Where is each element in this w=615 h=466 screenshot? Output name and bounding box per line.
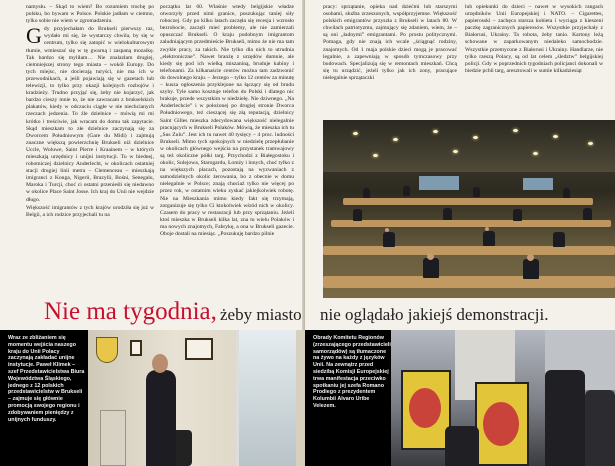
column-text: lub opiekunki do dzieci – nawet w wysokich rangach urzędników Unii Europejskiej i NATO. – Cigarettes, papierosski – zachęca starsza kobieta i wyciąga z kieszeni paczkę zagranicznych papierosów. Wszystkie przyjechały z Białorusi, Ukrainy. Ta robota, żeby tanio. Kartony leżą schowane w zaparkowanym niedaleko samochodzie. Wszystkie przemycone z Białorusi i Ukrainy. Handlarze, nie tylko rzeszą Polacy, są od lat celem „śledztw” belgijskiej policji. Gdy w poprzednich tygodniach policjanci dokonali w biedzie pchli targ, aresztowali w sumie kilkadziesiąt: [465, 4, 603, 74]
protester: [445, 426, 479, 466]
delegate: [363, 188, 370, 198]
picture-frame: [130, 340, 142, 356]
man-head: [152, 354, 168, 373]
column-text: pracy: sprzątanie, opieka nad dziećmi lub starszymi osobami, służba zrzeszonych, współprzyjemne. Większość polskich emigrantów przyszła z Brukseli w latach 80. W chwilach patriotyzmu, zajmujący się zdaniem, wiem, że – są oni „ładnymi” emigrantami. Po prostu politycznymi. Pomaga, gdy nie znają ich wcale „ściągnąć rodziny, znajomych. Od 1 maja polskie dzieci mogą je pracować legalnie, a zapewniają w sposób tymczasowy przy budowach. Specjalizują się w remontach mieszkań. Chcą się tu urządzić, jeżeli tylko jak ich zony, pracujące nielegalnie sprzątaczki: [323, 4, 457, 81]
drop-cap: G: [26, 23, 42, 49]
ceiling-light: [453, 150, 458, 153]
headline-red: Nie ma tygodnia,: [44, 298, 217, 325]
desk-row: [343, 198, 593, 205]
ceiling-light: [353, 132, 358, 135]
column-body-text: [26, 23, 154, 203]
delegate: [513, 209, 522, 221]
desk-row: [323, 276, 615, 288]
article-column-2: [160, 4, 294, 239]
delegate: [443, 208, 452, 220]
body-text: dy przyjechałam do Brukseli pierwszy raz, wydało mi się, że wystarczy chwila, by się w centrum, tylko się zatopić w wielokulturowym tłumie, wmieszać się w tę gwarną i zaspaną mozaikę. Tak bardzo się myliłam… Nie znalazłam drugiej, ciemniejszej strony tego miasta – wokół Europy. Do tych miejsc, nie docierają turyści, nie ma ich w przewodnikach, a jeśli pojawiają się w gazetach lub telewizji, to tylko przy okazji kolejnych rozbojów i kradzieży. Trudno przyjąć się, żeby nie kojarzyć, jak bardzo cieszy mnie to, że nie zawracam z brukselskich plakatów, kiedy w odczuciu ciągłe w nie niechcianych rzeczach jedzenia. To źle dzielnice – mówią mi mi krótko i treściwie, jak wracam do domu tak zapytacie. Skąd mieszkam to złe dzielnice zaczynają się za Dworcem Południowym (Gare du Midi) i zajmują znaczne większą powierzchnię Brukseli niż dzielnice Uccle, Woluwe, Saint Pierre i Kraainem – w których mieszkają urzędnicy i unijni instytucji. Tu w biednej, robotniczej dzielnicy Anderlecht, w okolicach ostatniej stacji drugiej linii metra – Clemenceau – mieszkają imigranci z Konga, Nigerii, Brazylii, Bośni, Senegalu, Maroka i Turcji, choć ci ostatni przenieśli się niedawno w okolice Place Saint Josse. Ich kraj do Unii nie wejdzie długo.: [26, 26, 154, 203]
poster-portrait: [409, 388, 441, 428]
column-text: początku lat 60. Właśnie wtedy belgijskie władze otworzyły przed nimi granice, poszukując taniej siły roboczej. Gdy po kilku latach zaczęła się recesja i wzrosło bezrobocie, zaczęli mieć problemy, ale nie zamierzali opuszczać Brukseli. O kraju podobnym imigrantom zaludniającym przedmieście Brukseli, mimo że nie ma tam zwykle pracy, za takich. Nie tylko dla nich to utrudnia „elektroniczne”. Nawet branżę z urzędów dumnie, ale kiedy się pod ich wielką miszaniną, bruduje kabiny i telefonami. Za kilkanaście centów można tam zadzwonić do dowolnego kraju. – Jerzego – tylko 12 centów za minutę – kusza ogłoszenia przyklejone na łączący się od brudu szyby. Tyle samo kosztuje telefon do Polski i dlatego nic brakuje, przede wszystkim w niedzielę. Nie dziwnego. „Na Anderlechcie” i w położonej po drugiej stronie Dworca Południowego, też cieszącej się złą reputacją, dzielnicy Saint Gilles mieszka zdecydowana większość nielegalnie pracujących w Brukseli Polaków. Mówią, że mieszka ich tu „Sus Zulu”. Jest ich tu nawet 40 tysięcy – 4 proc. ludności Brukseli. Mimo tych spokojnych w niedzielę przepłubanie w okolicach głównego wejścia na przystanek tramwajowy są też okoliczne półki targ. Przychodzi z Białegostoku i okolic, Sulejowa, Starogardu, Łomży i innych, choć tylko z na większych placach, pozostają na wyzwaniach z samodzielnych okolic żerowania, bo z obecnie w domu nielegalnie w Polsce; znają chociaż tylko nie więcej po przez rok, w ostatnim wieku zyskać jakiejkolwiek robotę. Nie na Mieszkania mimo kiedy fakt się trzymają, zorganizuje się tylko Ci ktokolwiek wśród nich w okolicy. Czasem do pracy w restauracji lub przy sprzątaniu. Jeżeli ktoś mieszka w Brukseli kilka lat, zna tu wielu Polaków i ma nowych znajomych, Fabrykę, a ona w Brukseli gazecie. Oboje dostali na miesiąc. „Poszukuję bardzo pilnie: [160, 4, 294, 237]
office-window: [236, 330, 296, 466]
delegate: [383, 232, 395, 247]
projection-screen: [419, 176, 459, 190]
photo-caption-right: Obrady Komitetu Regionów (zrzeszającego przedstawicieli samorządów) są tłumaczone na żywo na każdy z języków Unii. Na zewnątrz przed siedzibą Komisji Europejskiej trwa manifestacja przeciwko spotkaniu jej szefa Romano Prodiego z prezydentem Kolumbii Alvaro Uribe Velezem.: [313, 335, 391, 409]
region-emblem-icon: [96, 337, 118, 363]
column-intro-text: namysłu. – Skąd to wiem? Bo rozumiem trochę po polsku, bo bywam w Polsce. Polskie jadłam w ciemno, tylko sobie nie wiem w zgromadzeniu.: [26, 4, 154, 25]
protester: [585, 390, 615, 466]
desk-row: [323, 246, 615, 255]
photo-caption-left: Wraz ze zbliżaniem się momentu wejścia naszego kraju do Unii Polacy zaczynają zakładać unijne instytucje. Paweł Klimek – szef Przedstawicielstwa Biura Województwa Śląskiego, jednego z 12 polskich przedstawicielstw w Brukseli – zajmuje się głównie promocją swojego regionu i zdobywaniem pieniędzy z unijnych funduszy.: [8, 335, 85, 423]
delegate: [473, 187, 480, 197]
ceiling-light: [373, 154, 378, 157]
ceiling-light: [393, 138, 398, 141]
article-column-1: [26, 4, 154, 220]
projection-screen: [523, 178, 553, 190]
delegate: [563, 188, 570, 198]
ceiling-light: [588, 142, 593, 145]
protester: [545, 370, 585, 466]
headline-continuation: żeby miasto: [220, 305, 302, 324]
article-column-4: [465, 4, 603, 76]
office-photo-panel: [0, 330, 305, 466]
delegate: [423, 258, 439, 278]
column-end-text: Większość imigrantów z tych krajów urodziła się już w Belgii, a ich rodzice przyjechali tu na: [26, 204, 154, 218]
head: [485, 227, 489, 231]
poster-portrait: [483, 402, 519, 446]
ceiling-light: [513, 129, 518, 132]
man-in-suit: [146, 370, 176, 466]
filing-cabinet: [100, 410, 126, 466]
head: [527, 254, 534, 261]
article-column-3: [323, 4, 457, 83]
delegate: [583, 208, 592, 220]
desk-row: [331, 220, 611, 227]
head: [427, 253, 434, 260]
protest-photo-panel: [305, 330, 615, 466]
headline-right: nie oglądało jakiejś demonstracji.: [320, 305, 549, 324]
delegate: [553, 232, 565, 247]
ceiling-light: [533, 152, 538, 155]
ceiling-light: [473, 136, 478, 139]
ceiling-light: [433, 130, 438, 133]
delegate: [523, 259, 539, 279]
delegate: [353, 209, 362, 221]
delegate: [483, 231, 495, 246]
ceiling-light: [553, 135, 558, 138]
picture-frame: [185, 338, 213, 360]
ceiling: [323, 120, 615, 172]
head: [385, 228, 389, 232]
conference-hall-photo: [323, 120, 615, 298]
delegate: [403, 186, 410, 196]
